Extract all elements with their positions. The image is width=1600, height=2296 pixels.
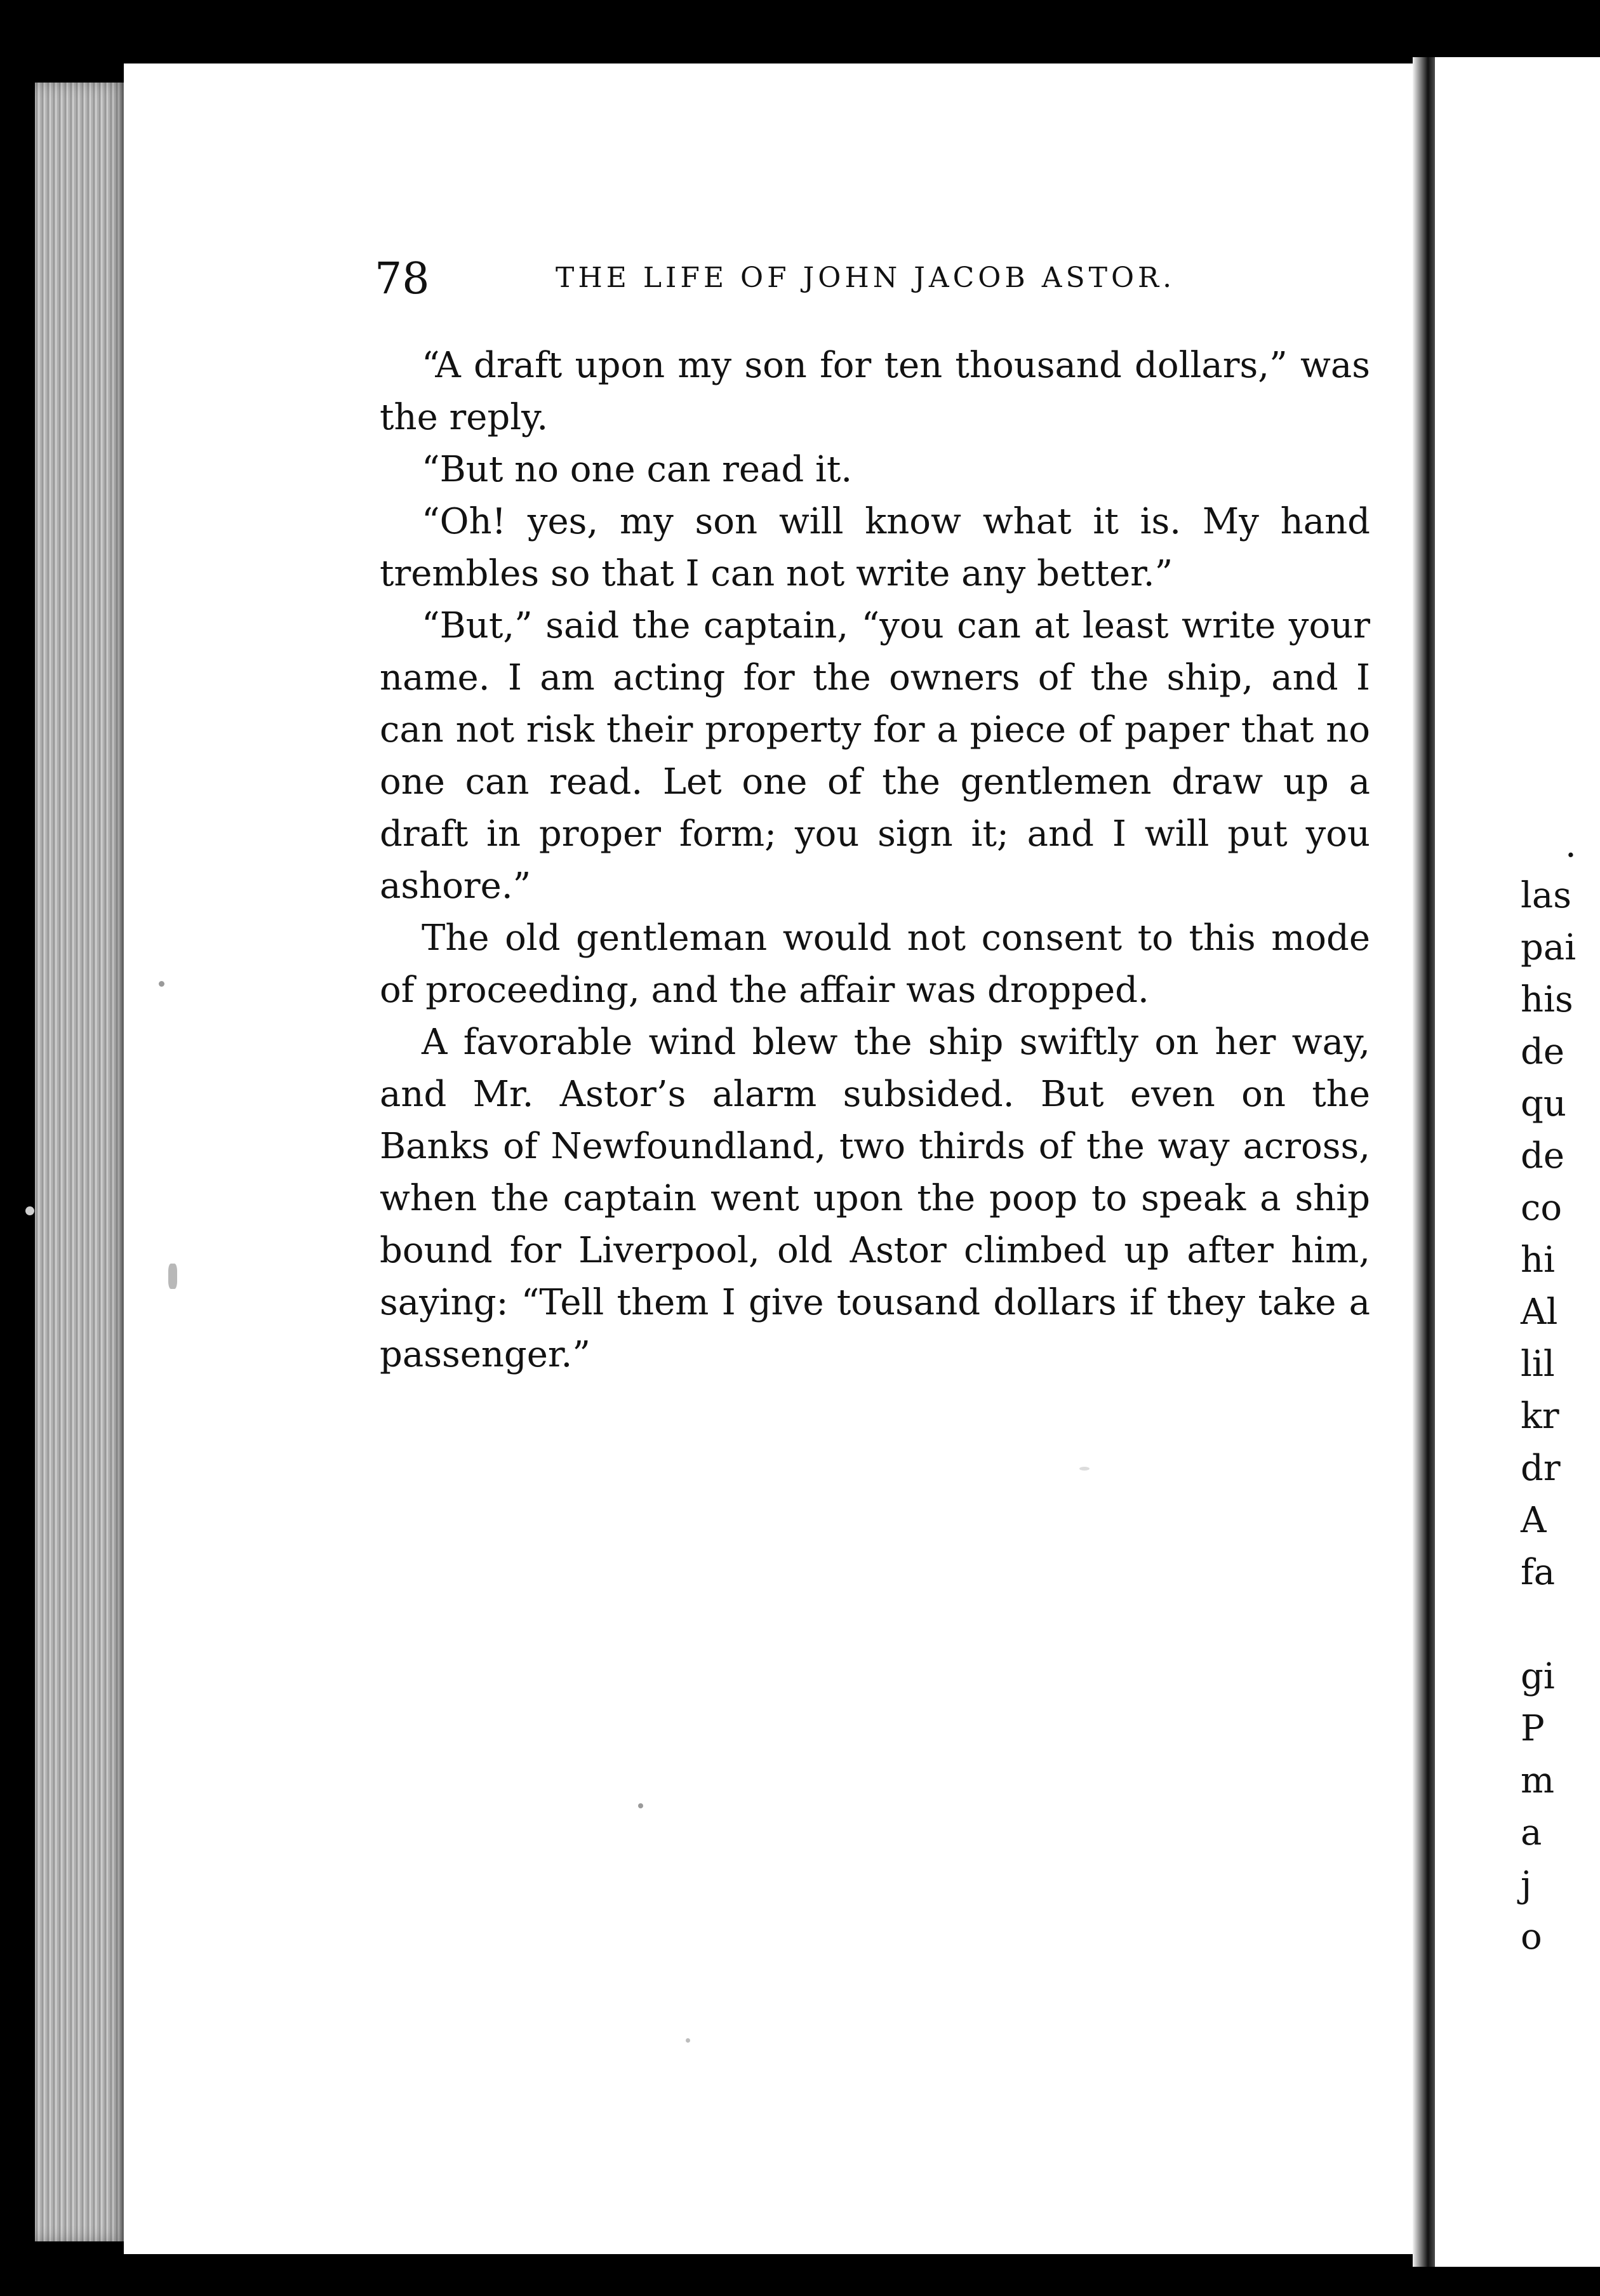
fragment-line: o [1521,1916,1542,1958]
paragraph: “Oh! yes, my son will know what it is. My hand trembles so that I can not write any better.” [380,501,1370,594]
dust-speck [1079,1467,1090,1471]
paragraph: “But no one can read it. [422,449,853,490]
fragment-line: gi [1521,1656,1555,1697]
fragment-line: P [1521,1708,1545,1749]
dust-speck [159,981,164,987]
fragment-line: fa [1521,1552,1556,1593]
fragment-line: de [1521,1031,1564,1072]
fragment-line: kr [1521,1396,1559,1437]
fragment-line: las [1521,875,1572,916]
paragraph: “A draft upon my son for ten thousand dollars,” was the reply. [380,345,1370,438]
dust-speck [686,2038,690,2043]
dust-speck [638,1803,643,1808]
fragment-line: dr [1521,1448,1561,1489]
body-text [380,340,1370,1381]
fragment-line: qu [1521,1083,1566,1125]
fragment-line: hi [1521,1239,1555,1281]
dust-speck [25,1206,34,1215]
running-head-title: THE LIFE OF JOHN JACOB ASTOR. [556,262,1176,294]
fragment-line: j [1521,1864,1532,1906]
book-gutter [1413,57,1438,2267]
facing-page-mark: . [1565,824,1577,865]
running-head [375,254,1365,311]
fragment-line: a [1521,1812,1542,1853]
facing-page-text-fragments [1521,824,1577,1963]
fragment-line: pai [1521,927,1577,968]
page-edge-stack [35,83,130,2241]
paragraph: “But,” said the captain, “you can at least write your name. I am acting for the owners of the ship, and I can not risk their property for a piece of paper that no one can read. Let one of the gentlemen draw up a draft in proper form; you sign it; and I will put you ashore.” [380,605,1370,907]
fragment-line: m [1521,1760,1555,1801]
fragment-line: his [1521,979,1573,1020]
fragment-line: co [1521,1187,1563,1229]
dust-speck [168,1264,177,1289]
fragment-line: de [1521,1135,1564,1177]
fragment-line: lil [1521,1344,1555,1385]
fragment-line: A [1521,1500,1547,1541]
page-number: 78 [375,254,430,304]
fragment-line: Al [1521,1292,1558,1333]
paragraph: A favorable wind blew the ship swiftly on her way, and Mr. Astor’s alarm subsided. But even on the Banks of Newfoundland, two thirds of the way across, when the captain went upon the poop to speak a ship bound for Liverpool, old Astor climbed up after him, saying: “Tell them I give tousand dollars if they take a passenger.” [380,1022,1370,1375]
paragraph: The old gentleman would not consent to this mode of proceeding, and the affair was dropped. [380,918,1370,1011]
